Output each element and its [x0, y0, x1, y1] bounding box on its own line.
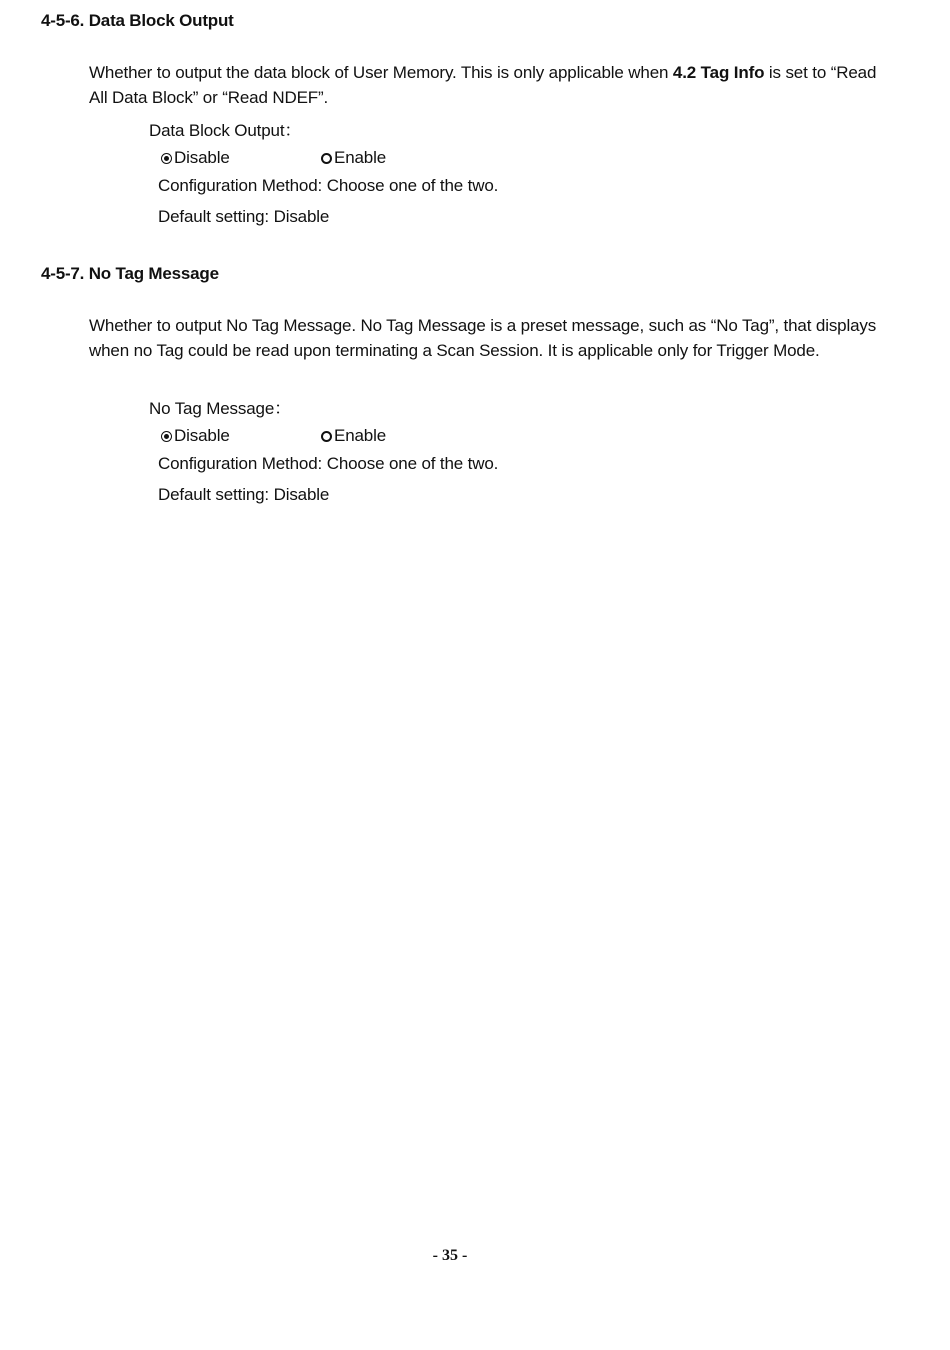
option-label: No Tag Message：	[149, 399, 292, 418]
radio-enable[interactable]	[321, 148, 386, 168]
section-heading: 4-5-7. No Tag Message	[41, 264, 219, 283]
radio-unchecked-icon	[321, 431, 332, 442]
radio-disable[interactable]	[161, 426, 230, 446]
option-label: Data Block Output：	[149, 121, 302, 140]
config-method: Configuration Method: Choose one of the two.	[158, 176, 499, 195]
section-heading: 4-5-6. Data Block Output	[41, 11, 234, 30]
description-text-end: is set to “Read All Data Block” or “Read NDEF”.	[89, 63, 877, 107]
radio-unchecked-icon	[321, 153, 332, 164]
radio-disable[interactable]	[161, 148, 230, 168]
radio-checked-icon	[161, 431, 172, 442]
page-number: - 35 -	[432, 1247, 468, 1264]
radio-label: Enable	[334, 148, 387, 167]
section-description	[89, 61, 889, 110]
description-text: Whether to output the data block of User Memory. This is only applicable when	[89, 63, 673, 82]
description-reference: 4.2 Tag Info	[672, 63, 765, 82]
radio-label: Enable	[334, 426, 387, 445]
section-description: Whether to output No Tag Message. No Tag Message is a preset message, such as “No Tag”, that displays when no Tag could be read upon terminating a Scan Session. It is applicable only for Trigger Mode.	[89, 316, 877, 360]
default-setting: Default setting: Disable	[158, 207, 330, 226]
radio-label: Disable	[174, 426, 230, 445]
radio-enable[interactable]	[321, 426, 386, 446]
default-setting: Default setting: Disable	[158, 485, 330, 504]
radio-label: Disable	[174, 148, 230, 167]
radio-checked-icon	[161, 153, 172, 164]
config-method: Configuration Method: Choose one of the two.	[158, 454, 499, 473]
